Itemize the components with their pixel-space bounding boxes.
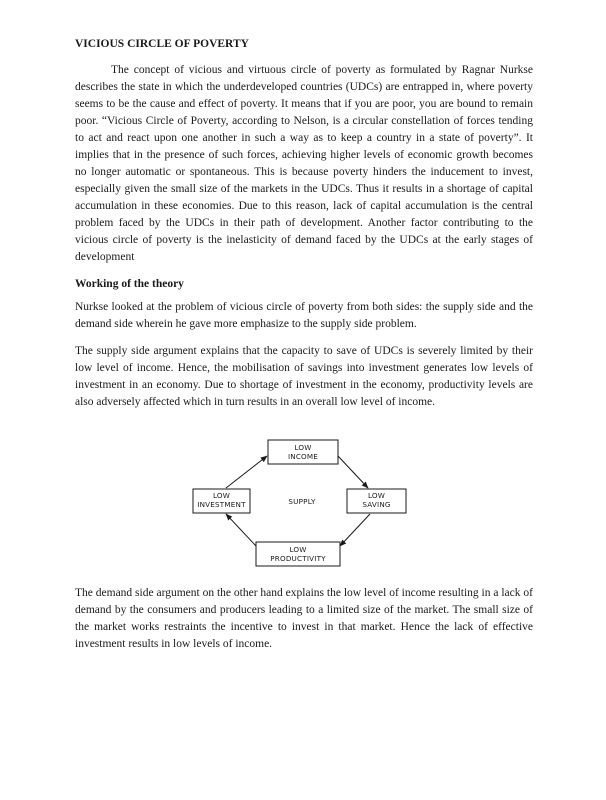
supply-center-label: SUPPLY [288, 497, 316, 506]
low-saving-line-2: SAVING [362, 500, 391, 509]
low-productivity-line-2: PRODUCTIVITY [270, 554, 326, 563]
document-body-continued [75, 585, 533, 663]
low-investment-line-1: LOW [212, 491, 231, 500]
low-productivity-line-1: LOW [289, 545, 307, 554]
document-body [75, 36, 533, 421]
demand-side-paragraph: The demand side argument on the other hand explains the low level of income resulting in a lack of demand by the consumers and producers leading to a limited size of the market. The small size of the market works restraints the incentive to invest in that market. Hence the lack of effective investment results in low levels of income. [75, 587, 533, 650]
theory-paragraph: Nurkse looked at the problem of vicious circle of poverty from both sides: the supply side and the demand side wherein he gave more emphasize to the supply side problem. [75, 301, 533, 330]
section-subheading: Working of the theory [75, 278, 184, 290]
intro-paragraph: The concept of vicious and virtuous circle of poverty as formulated by Ragnar Nurkse describes the state in which the underdeveloped countries (UDCs) are entrapped in, where poverty seems to be the cause and effect of poverty. It means that if you are poor, you are bound to remain poor. “Vicious Circle of Poverty, according to Nelson, is a circular constellation of forces tending to act and react upon one another in such a way as to keep a country in a state of poverty”. It implies that in the presence of such forces, achieving higher levels of economic growth becomes no longer automatic or spontaneous. This is because poverty hinders the inducement to invest, especially given the small size of the markets in the UDCs. Thus it results in a shortage of capital accumulation in these economies. Due to this reason, lack of capital accumulation is the central problem faced by the UDCs in their path of development. Another factor contributing to the vicious circle of poverty is the inelasticity of demand faced by the UDCs at the early stages of development [75, 64, 533, 263]
low-investment-line-2: INVESTMENT [197, 500, 246, 509]
vicious-circle-diagram [190, 434, 420, 570]
arrow-investment-to-income [226, 456, 267, 488]
arrow-productivity-to-investment [226, 514, 256, 546]
arrow-income-to-saving [338, 456, 368, 488]
low-income-line-1: LOW [294, 443, 312, 452]
low-saving-line-1: LOW [367, 491, 386, 500]
supply-side-paragraph: The supply side argument explains that the capacity to save of UDCs is severely limited by their low level of income. Hence, the mobilisation of savings into investment generates low levels of investment in an economy. Due to shortage of investment in the economy, productivity levels are also adversely affected which in turn results in an overall low level of income. [75, 345, 533, 408]
low-income-line-2: INCOME [287, 452, 319, 461]
arrow-saving-to-productivity [340, 514, 370, 546]
document-heading: VICIOUS CIRCLE OF POVERTY [75, 38, 249, 50]
cycle-svg [190, 434, 420, 570]
